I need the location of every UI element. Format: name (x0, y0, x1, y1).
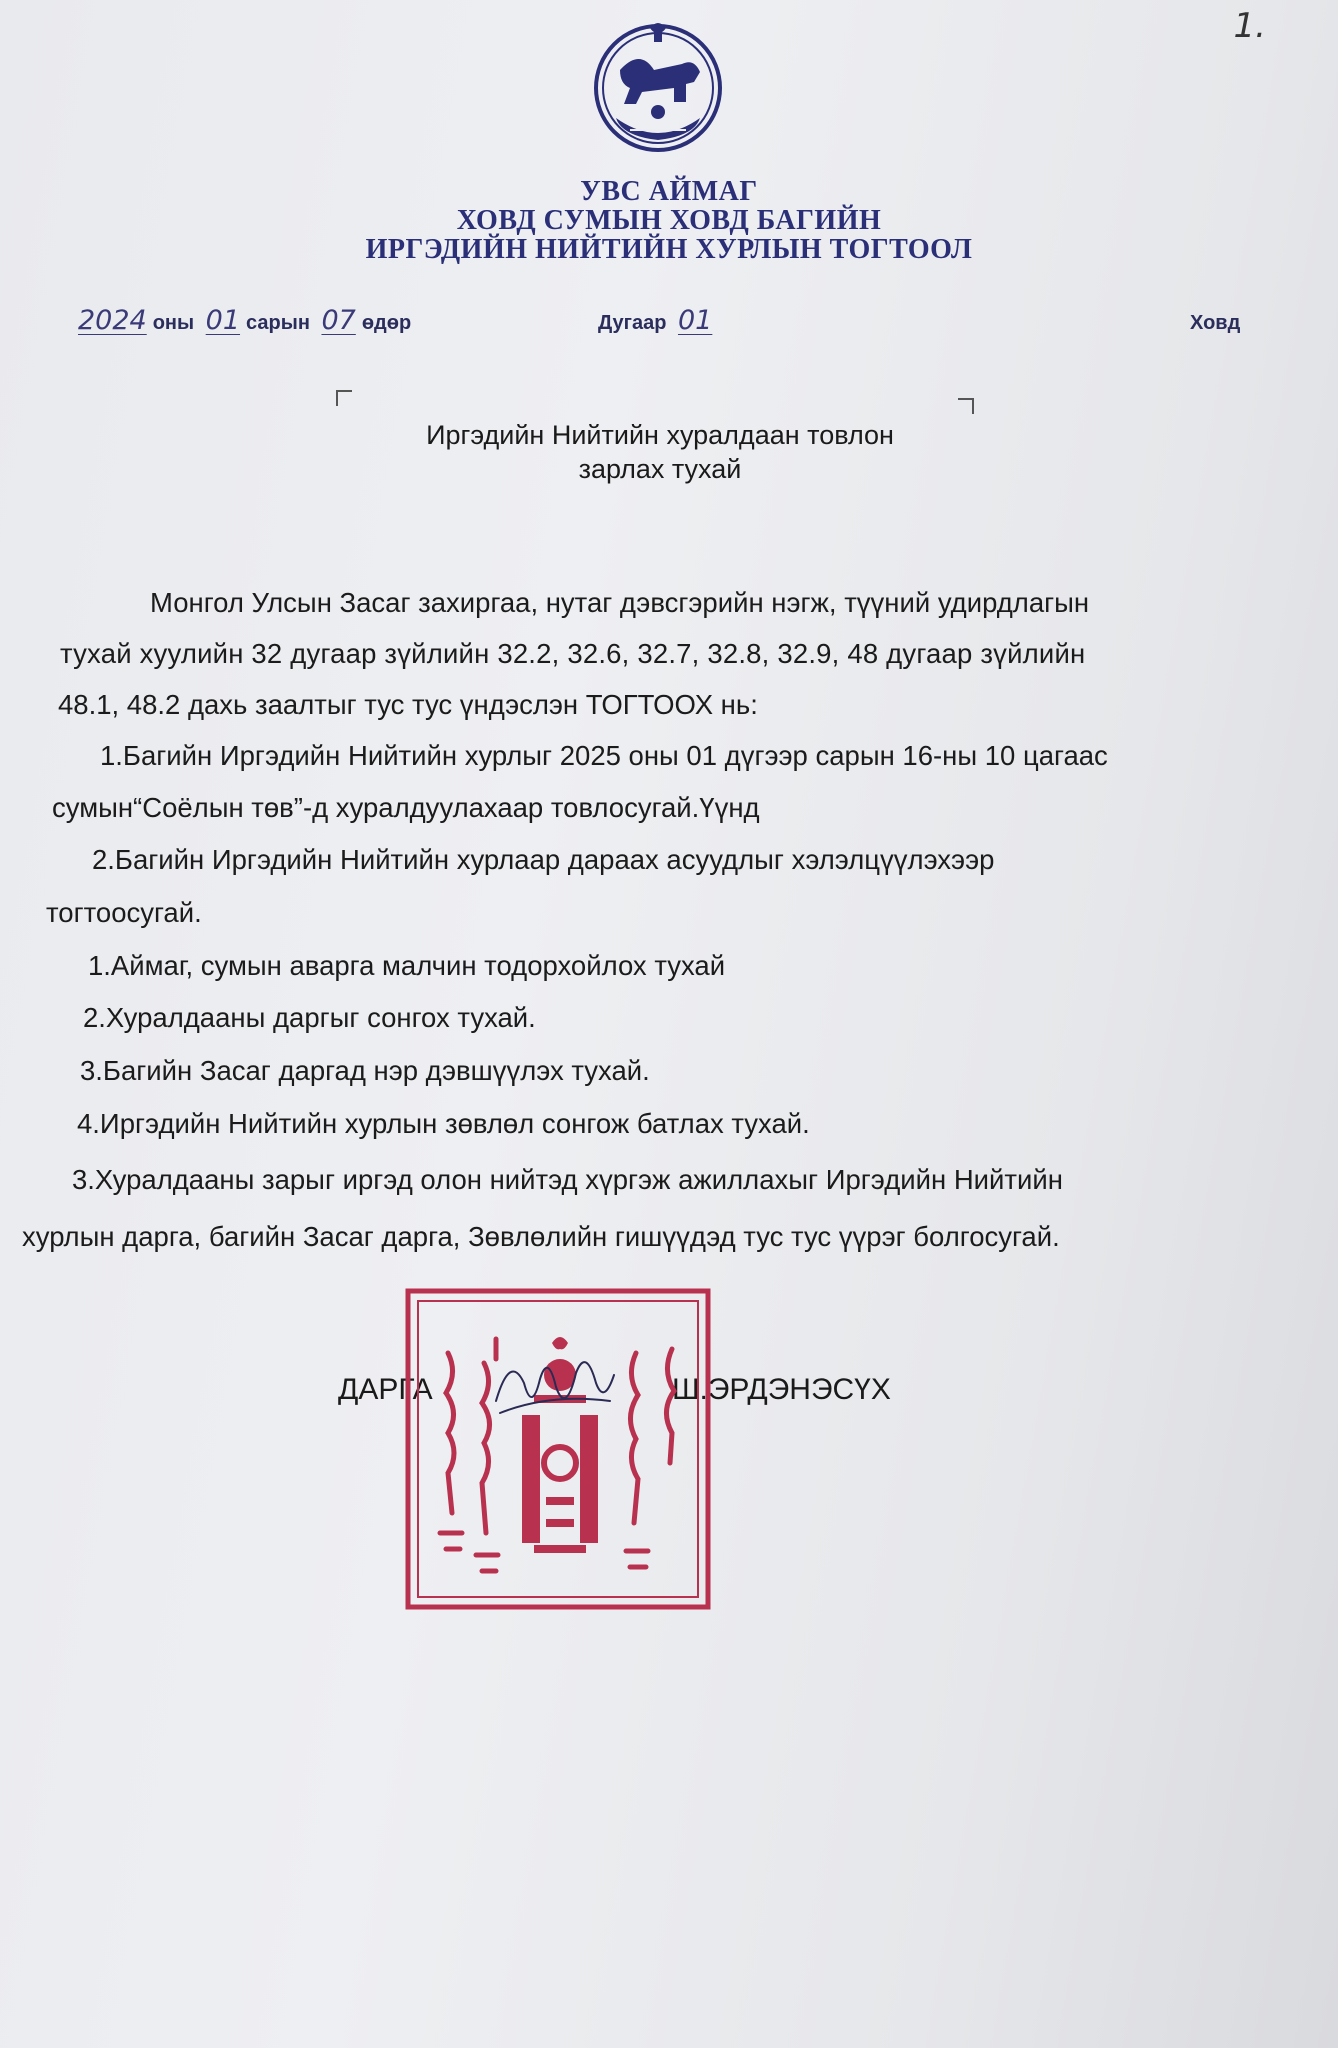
subject-line-1: Иргэдийн Нийтийн хуралдаан товлон (426, 420, 894, 450)
clause-1-line: сумын“Соёлын төв”-д хуралдуулахаар товлосугай.Үүнд (52, 792, 760, 823)
date-year: 2024 (78, 305, 147, 336)
date-field (72, 305, 411, 336)
preamble-line: Монгол Улсын Засаг захиргаа, нутаг дэвсгэрийн нэгж, түүний удирдлагын (150, 587, 1090, 618)
preamble-line: 48.1, 48.2 дахь заалтыг тус тус үндэслэн ТОГТООХ нь: (58, 689, 758, 720)
document-number-field (598, 305, 718, 336)
clause-2-line: 2.Багийн Иргэдийн Нийтийн хурлаар дараах асуудлыг хэлэлцүүлэхээр (92, 844, 995, 875)
subject-bracket-left (336, 390, 352, 406)
clause-3-line: 3.Хуралдааны зарыг иргэд олон нийтэд хүргэж ажиллахыг Иргэдийн Нийтийн (72, 1164, 1063, 1195)
state-emblem-icon (590, 18, 726, 158)
subject-bracket-right (958, 398, 974, 414)
date-day: 07 (321, 305, 356, 336)
page-number-mark: 1. (1233, 6, 1266, 46)
date-month-label: сарын (246, 312, 310, 334)
document-number-label: Дугаар (598, 312, 667, 334)
date-year-label: оны (152, 312, 195, 334)
place-label: Ховд (1190, 312, 1241, 334)
header-line-3: ИРГЭДИЙН НИЙТИЙН ХУРЛЫН ТОГТООЛ (365, 234, 973, 265)
clause-3-line: хурлын дарга, багийн Засаг дарга, Зөвлөлийн гишүүдэд тус тус үүрэг болгосугай. (22, 1221, 1060, 1252)
agenda-item: 4.Иргэдийн Нийтийн хурлын зөвлөл сонгож батлах тухай. (77, 1108, 810, 1139)
preamble-line: тухай хуулийн 32 дугаар зүйлийн 32.2, 32.6, 32.7, 32.8, 32.9, 48 дугаар зүйлийн (60, 638, 1086, 669)
signatory-name: Ш.ЭРДЭНЭСҮХ (672, 1373, 891, 1406)
agenda-item: 2.Хуралдааны даргыг сонгох тухай. (83, 1002, 536, 1033)
bleed-through-texture (820, 1300, 828, 1334)
agenda-item: 1.Аймаг, сумын аварга малчин тодорхойлох тухай (88, 950, 726, 981)
agenda-item: 3.Багийн Засаг даргад нэр дэвшүүлэх тухай. (80, 1055, 650, 1086)
header-line-2: ХОВД СУМЫН ХОВД БАГИЙН (456, 205, 882, 236)
clause-2-line: тогтоосугай. (46, 897, 202, 928)
document-number: 01 (677, 305, 713, 336)
date-day-label: өдөр (361, 312, 412, 334)
date-month: 01 (205, 305, 241, 336)
subject-line-2: зарлах тухай (578, 454, 742, 484)
official-seal-stamp (400, 1283, 720, 1619)
clause-1-line: 1.Багийн Иргэдийн Нийтийн хурлыг 2025 оны 01 дүгээр сарын 16-ны 10 цагаас (100, 740, 1108, 771)
signatory-role: ДАРГА (338, 1373, 433, 1406)
header-line-1: УВС АЙМАГ (580, 176, 758, 207)
